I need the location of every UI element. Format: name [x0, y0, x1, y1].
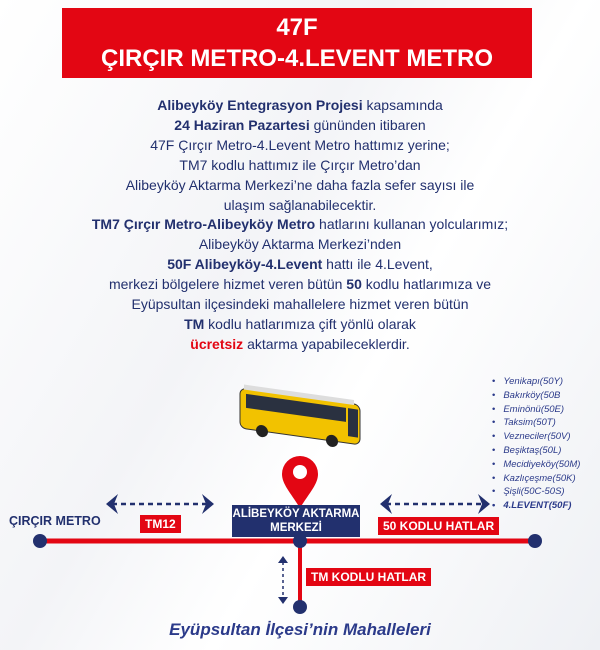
text-segment: 50F Alibeyköy-4.Levent [167, 256, 323, 273]
text-segment: Alibeyköy Aktarma Merkezi’ne daha fazla sefer sayısı ile [125, 176, 475, 193]
stop-label-circir-metro: ÇIRÇIR METRO [9, 514, 101, 528]
text-segment: gününden itibaren [309, 116, 426, 133]
text-segment: 24 Haziran Pazartesi [174, 116, 310, 133]
text-segment: 50 [346, 276, 362, 293]
route-list [492, 375, 580, 513]
highlight-free: ücretsiz [190, 335, 244, 352]
hub-label-line2: MERKEZİ [270, 522, 322, 534]
hub-label [232, 505, 360, 537]
route-name: ÇIRÇIR METRO-4.LEVENT METRO [100, 45, 493, 72]
text-segment: Alibeyköy Aktarma Merkezi’nden [198, 236, 402, 253]
50-lines-label: 50 KODLU HATLAR [378, 517, 499, 535]
text-segment: TM [184, 315, 205, 332]
route-number: 47F [276, 14, 318, 41]
neighborhoods-caption: Eyüpsultan İlçesi’nin Mahalleleri [169, 620, 431, 639]
route-list-item: • Taksim(50T) [492, 416, 580, 430]
text-segment: TM7 Çırçır Metro-Alibeyköy Metro [91, 216, 316, 233]
text-segment: 47F Çırçır Metro-4.Levent Metro hattımız yerine; [150, 136, 450, 153]
text-segment: hattı ile 4.Levent, [322, 256, 433, 273]
text-segment: hatlarını kullanan yolcularımız; [315, 216, 509, 233]
tm-lines-label: TM KODLU HATLAR [306, 568, 431, 586]
hub-label-line1: ALİBEYKÖY AKTARMA [232, 508, 360, 520]
route-list-item: • Mecidiyeköy(50M) [492, 458, 580, 472]
route-list-item: • Kazlıçeşme(50K) [492, 472, 580, 486]
text-segment: Eyüpsultan ilçesindeki mahallelere hizmet veren bütün [131, 296, 469, 313]
text-segment: kodlu hatlarımıza ve [361, 276, 492, 293]
text-segment: kapsamında [362, 97, 443, 113]
stop-dot-bottom [293, 600, 307, 614]
text-segment: TM7 kodlu hattımız ile Çırçır Metro’dan [179, 156, 421, 173]
route-list-item: • Şişli(50C-50S) [492, 485, 580, 499]
text-segment: kodlu hatlarımıza çift yönlü olarak [204, 315, 416, 332]
route-list-item: • Eminönü(50E) [492, 403, 580, 417]
location-pin-icon [282, 456, 318, 508]
text-segment: Alibeyköy Entegrasyon Projesi [157, 97, 363, 113]
route-list-item: • Vezneciler(50V) [492, 430, 580, 444]
route-list-item: • 4.LEVENT(50F) [492, 499, 580, 513]
route-list-item: • Bakırköy(50B [492, 389, 580, 403]
route-list-item: • Beşiktaş(50L) [492, 444, 580, 458]
stop-dot-left [33, 534, 47, 548]
text-segment: ulaşım sağlanabilecektir. [223, 196, 377, 213]
tm12-label: TM12 [140, 515, 181, 533]
text-segment: aktarma yapabileceklerdir. [243, 335, 410, 352]
route-list-item: • Yenikapı(50Y) [492, 375, 580, 389]
text-segment: merkezi bölgelere hizmet veren bütün [108, 276, 347, 293]
stop-dot-right [528, 534, 542, 548]
bus-icon [240, 384, 360, 451]
